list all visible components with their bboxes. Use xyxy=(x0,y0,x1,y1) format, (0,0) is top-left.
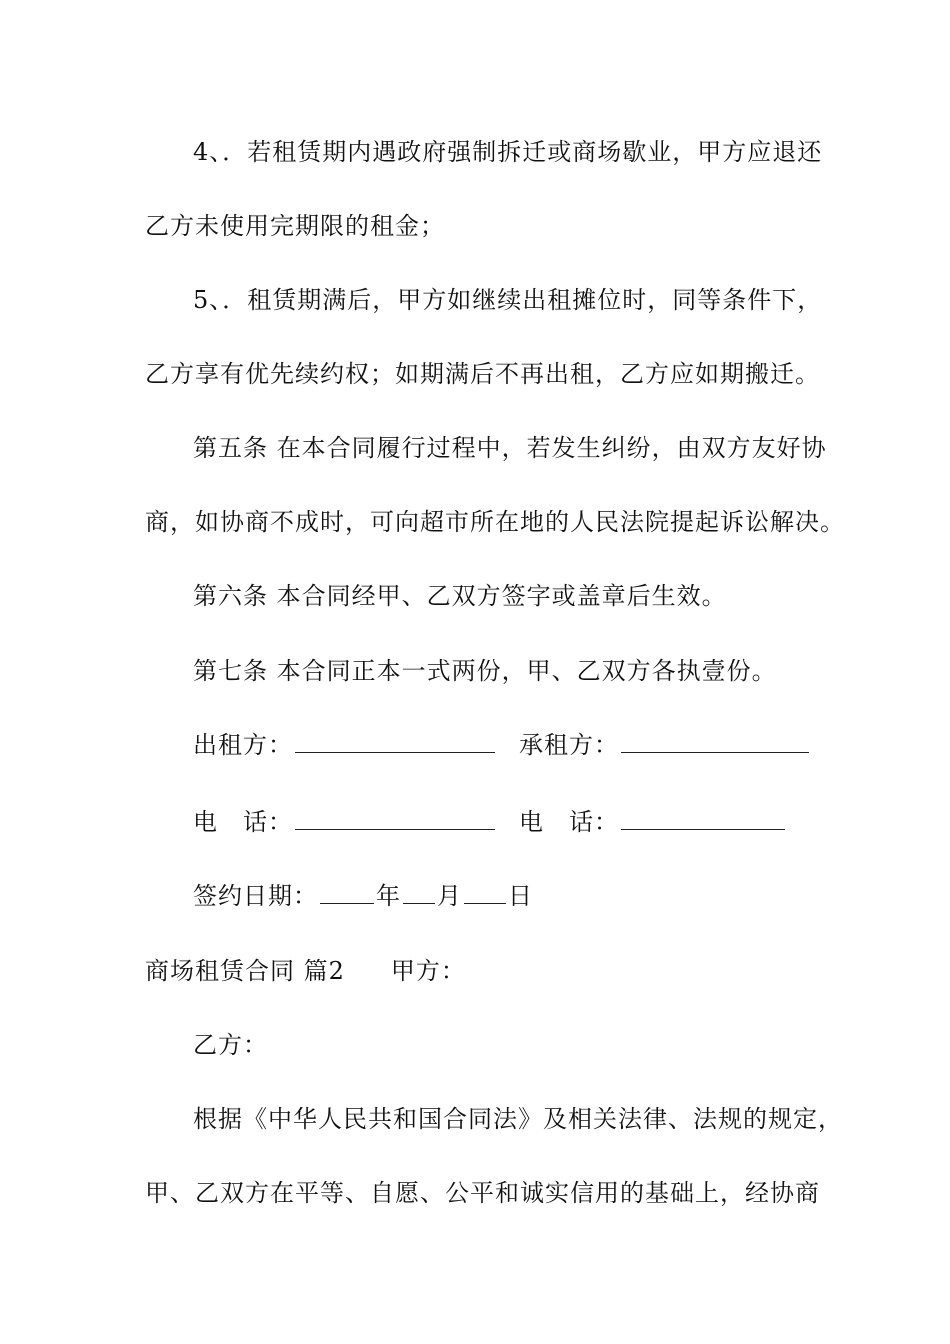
party-b-label: 乙方： xyxy=(193,1031,268,1059)
clause-5-line-1: 5、．租赁期满后，甲方如继续出租摊位时，同等条件下， xyxy=(193,286,823,314)
phone-blank-lessee xyxy=(621,807,785,830)
preamble-line-1: 根据《中华人民共和国合同法》及相关法律、法规的规定， xyxy=(193,1105,843,1133)
preamble-line-2: 甲、乙双方在平等、自愿、公平和诚实信用的基础上，经协商 xyxy=(145,1179,820,1207)
clause-5-line-2: 乙方享有优先续约权；如期满后不再出租，乙方应如期搬迁。 xyxy=(145,360,820,388)
section-title: 商场租赁合同 篇2 xyxy=(145,957,345,985)
sign-date-label: 签约日期： xyxy=(193,882,318,910)
sign-date-row xyxy=(193,880,533,912)
phone-blank-lessor xyxy=(295,807,495,830)
month-label: 月 xyxy=(437,882,462,910)
signature-row xyxy=(193,729,811,761)
lessee-blank xyxy=(621,730,809,753)
phone-label-lessor: 电 话： xyxy=(193,808,293,836)
article-7: 第七条 本合同正本一式两份，甲、乙双方各执壹份。 xyxy=(193,657,777,685)
phone-label-lessee: 电 话： xyxy=(519,808,619,836)
lessee-label: 承租方： xyxy=(519,731,619,759)
phone-row xyxy=(193,806,787,838)
lessor-blank xyxy=(295,730,495,753)
clause-4-line-1: 4、．若租赁期内遇政府强制拆迁或商场歇业，甲方应退还 xyxy=(193,138,823,166)
year-blank xyxy=(320,881,374,904)
party-a-label: 甲方： xyxy=(390,957,466,985)
month-blank xyxy=(403,881,435,904)
article-6: 第六条 本合同经甲、乙双方签字或盖章后生效。 xyxy=(193,582,727,610)
clause-4-line-2: 乙方未使用完期限的租金； xyxy=(145,212,445,240)
article-5-line-1: 第五条 在本合同履行过程中，若发生纠纷，由双方友好协 xyxy=(193,434,827,462)
lessor-label: 出租方： xyxy=(193,731,293,759)
article-5-line-2: 商，如协商不成时，可向超市所在地的人民法院提起诉讼解决。 xyxy=(145,508,845,536)
day-label: 日 xyxy=(508,882,533,910)
section-heading-row xyxy=(145,955,466,987)
day-blank xyxy=(464,881,506,904)
year-label: 年 xyxy=(376,882,401,910)
